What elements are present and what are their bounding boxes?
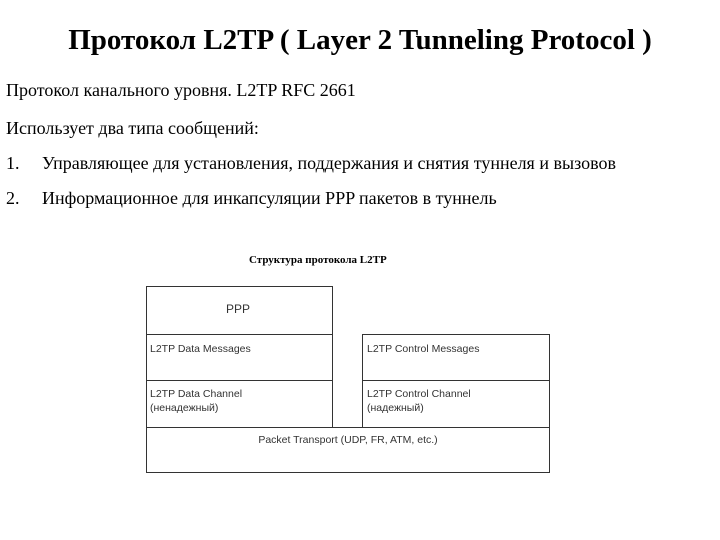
diagram-caption: Структура протокола L2TP xyxy=(249,254,387,266)
list-item-number: 2. xyxy=(6,188,20,208)
ppp-layer-box xyxy=(146,286,333,335)
packet-transport-box xyxy=(146,427,550,473)
control-channel-label: L2TP Control Channel xyxy=(367,388,471,400)
data-channel-box xyxy=(146,380,333,428)
data-messages-box xyxy=(146,334,333,381)
data-messages-label: L2TP Data Messages xyxy=(150,343,251,355)
list-item xyxy=(6,187,706,209)
control-messages-label: L2TP Control Messages xyxy=(367,343,480,355)
list-item-number: 1. xyxy=(6,153,20,173)
control-channel-reliability: (надежный) xyxy=(367,402,424,414)
list-item-text: Информационное для инкапсуляции PPP пакетов в туннель xyxy=(42,188,497,208)
data-channel-reliability: (ненадежный) xyxy=(150,402,219,414)
slide-title: Протокол L2TP ( Layer 2 Tunneling Protocol ) xyxy=(68,24,652,56)
list-item-text: Управляющее для установления, поддержания и снятия туннеля и вызовов xyxy=(42,153,616,173)
packet-transport-label: Packet Transport (UDP, FR, ATM, etc.) xyxy=(258,434,438,446)
list-item xyxy=(6,152,706,174)
control-messages-box xyxy=(362,334,550,381)
control-channel-box xyxy=(362,380,550,428)
protocol-description: Протокол канального уровня. L2TP RFC 2661 xyxy=(6,80,356,100)
data-channel-label: L2TP Data Channel xyxy=(150,388,243,400)
message-types-intro: Использует два типа сообщений: xyxy=(6,118,259,138)
ppp-label: PPP xyxy=(226,302,251,316)
